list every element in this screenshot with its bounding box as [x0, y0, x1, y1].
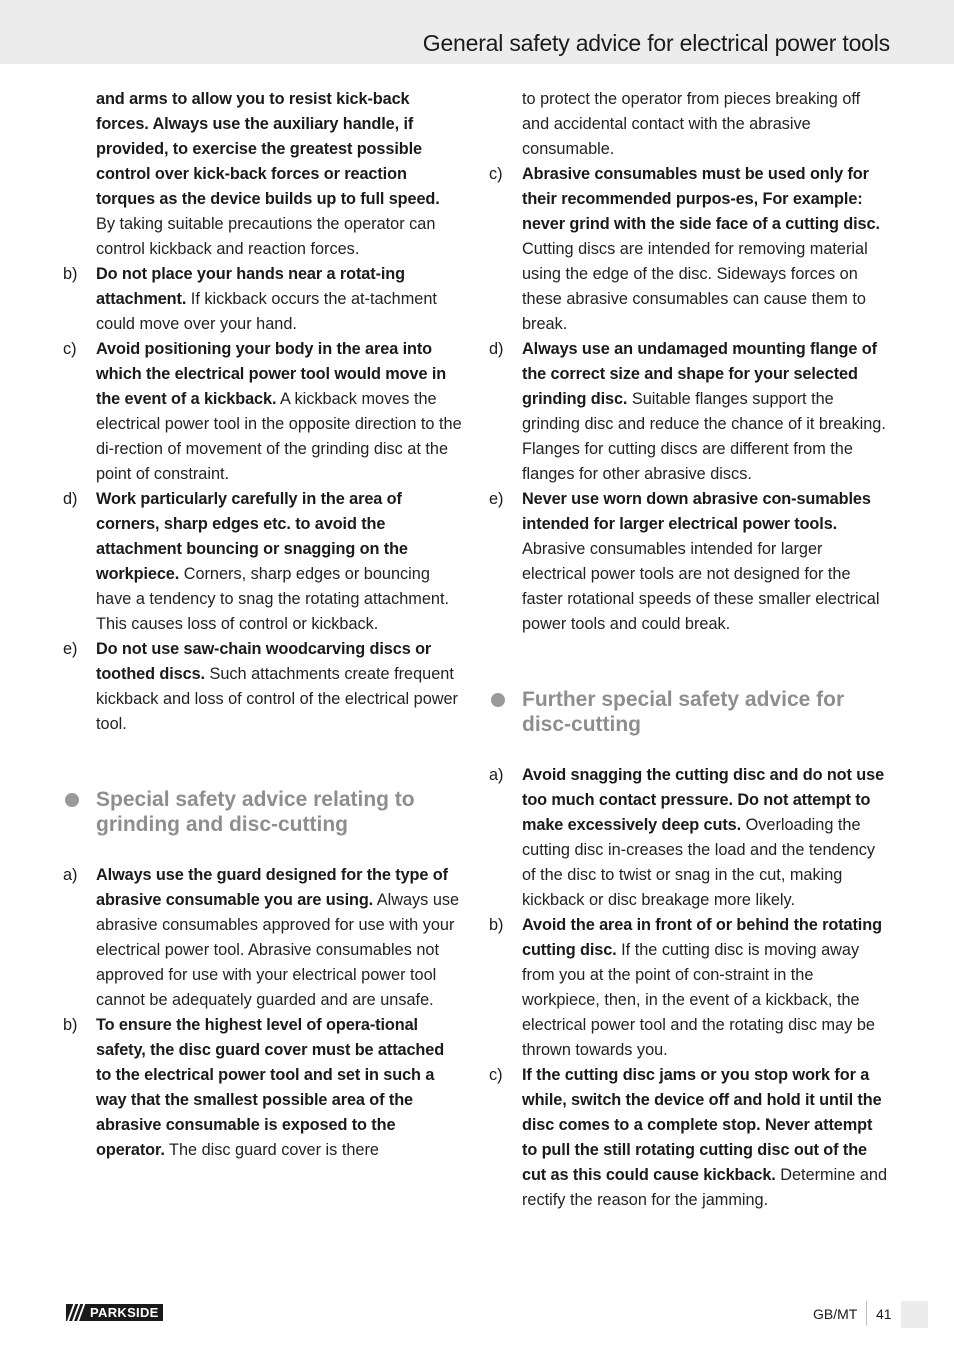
bullet-icon [65, 793, 79, 807]
list-item [62, 87, 462, 262]
item-bold-text: and arms to allow you to resist kick-back forces. Always use the auxiliary handle, if provided, to exercise the greatest possible control over kick-back forces or reaction torques as the device builds up to full speed. [96, 90, 440, 208]
list-item [488, 913, 890, 1063]
language-code: GB/MT [813, 1306, 858, 1322]
item-marker: d) [489, 340, 504, 358]
item-text: A kickback moves the electrical power tool in the opposite direction to the di-rection of movement of the grinding disc at the point of constraint. [96, 390, 462, 483]
item-bold-text: Avoid the area in front of or behind the rotating cutting disc. [522, 916, 882, 959]
item-bold-text: Avoid positioning your body in the area into which the electrical power tool would move in the event of a kickback. [96, 340, 447, 408]
list-item [488, 162, 890, 337]
item-bold-text: Never use worn down abrasive con-sumables intended for larger electrical power tools. [522, 490, 871, 533]
list-item [488, 337, 890, 487]
item-text: Overloading the cutting disc in-creases the load and the tendency of the disc to twist or snag in the cut, making kickback or disc breakage more likely. [522, 816, 875, 909]
list-item [62, 487, 462, 637]
bullet-icon [491, 693, 505, 707]
item-marker: b) [63, 1016, 78, 1034]
list-item [488, 87, 890, 162]
item-text: Corners, sharp edges or bouncing have a tendency to snag the rotating attachment. This causes loss of control or kickback. [96, 565, 449, 633]
item-bold-text: If the cutting disc jams or you stop work for a while, switch the device off and hold it until the disc comes to a complete stop. Never attempt to pull the still rotating cutting disc out of the cut as this could cause kickback. [522, 1066, 882, 1184]
item-bold-text: Abrasive consumables must be used only for their recommended purpos-es, For example: never grind with the side face of a cutting disc. [522, 165, 880, 233]
page-title: General safety advice for electrical power tools [422, 30, 890, 56]
item-marker: a) [63, 866, 78, 884]
item-marker: d) [63, 490, 78, 508]
left-column [62, 87, 462, 1163]
logo-stripes-icon [66, 1304, 88, 1321]
list-item [488, 487, 890, 637]
item-text: Such attachments create frequent kickback and loss of control of the electrical power tool. [96, 665, 458, 733]
item-marker: a) [489, 766, 504, 784]
section-heading-text: Further special safety advice for disc-cutting [522, 688, 845, 736]
list-item [62, 637, 462, 737]
item-text: By taking suitable precautions the operator can control kickback and reaction forces. [96, 215, 436, 258]
item-bold-text: Do not place your hands near a rotat-ing attachment. [96, 265, 406, 308]
item-marker: e) [489, 490, 504, 508]
list-item [488, 763, 890, 913]
item-text: Always use abrasive consumables approved for use with your electrical power tool. Abrasive consumables not approved for use with your electrical power tool cannot be adequately guarded and are unsafe. [96, 891, 460, 1009]
item-marker: c) [63, 340, 77, 358]
item-text: Determine and rectify the reason for the jamming. [522, 1166, 888, 1209]
item-bold-text: Avoid snagging the cutting disc and do not use too much contact pressure. Do not attempt to make excessively deep cuts. [522, 766, 885, 834]
item-text: Suitable flanges support the grinding disc and reduce the chance of it breaking. Flanges for cutting discs are different from the flanges for other abrasive discs. [522, 390, 886, 483]
section-heading [62, 787, 462, 837]
item-text: to protect the operator from pieces breaking off and accidental contact with the abrasive consumable. [522, 90, 861, 158]
footer-divider [866, 1301, 867, 1326]
item-marker: c) [489, 1066, 503, 1084]
item-marker: e) [63, 640, 78, 658]
item-bold-text: To ensure the highest level of opera-tional safety, the disc guard cover must be attached to the electrical power tool and set in such a way that the smallest possible area of the abrasive consumable is exposed to the operator. [96, 1016, 445, 1159]
item-bold-text: Do not use saw-chain woodcarving discs or toothed discs. [96, 640, 432, 683]
list-item [62, 863, 462, 1013]
item-text: The disc guard cover is there [164, 1141, 379, 1159]
list-item [488, 1063, 890, 1213]
footer-tab-box [901, 1301, 928, 1328]
list-item [62, 1013, 462, 1163]
item-bold-text: Always use the guard designed for the type of abrasive consumable you are using. [96, 866, 448, 909]
section-heading [488, 687, 890, 737]
page-number: 41 [876, 1306, 892, 1322]
item-marker: b) [63, 265, 78, 283]
right-column [488, 87, 890, 1213]
parkside-logo [66, 1304, 163, 1321]
item-bold-text: Work particularly carefully in the area of corners, sharp edges etc. to avoid the attachment bouncing or snagging on the workpiece. [96, 490, 408, 583]
item-marker: b) [489, 916, 504, 934]
item-text: Abrasive consumables intended for larger electrical power tools are not designed for the faster rotational speeds of these smaller electrical power tools and could break. [522, 540, 880, 633]
list-item [62, 337, 462, 487]
list-item [62, 262, 462, 337]
item-marker: c) [489, 165, 503, 183]
item-bold-text: Always use an undamaged mounting flange of the correct size and shape for your selected grinding disc. [522, 340, 877, 408]
logo-text: PARKSIDE [88, 1304, 163, 1321]
item-text: If kickback occurs the at-tachment could move over your hand. [96, 290, 437, 333]
item-text: If the cutting disc is moving away from you at the point of con-straint in the workpiece, then, in the event of a kickback, the electrical power tool and the rotating disc may be thrown towards you. [522, 941, 875, 1059]
item-text: Cutting discs are intended for removing material using the edge of the disc. Sideways forces on these abrasive consumables can cause them to break. [522, 240, 868, 333]
section-heading-text: Special safety advice relating to grinding and disc-cutting [96, 788, 415, 836]
